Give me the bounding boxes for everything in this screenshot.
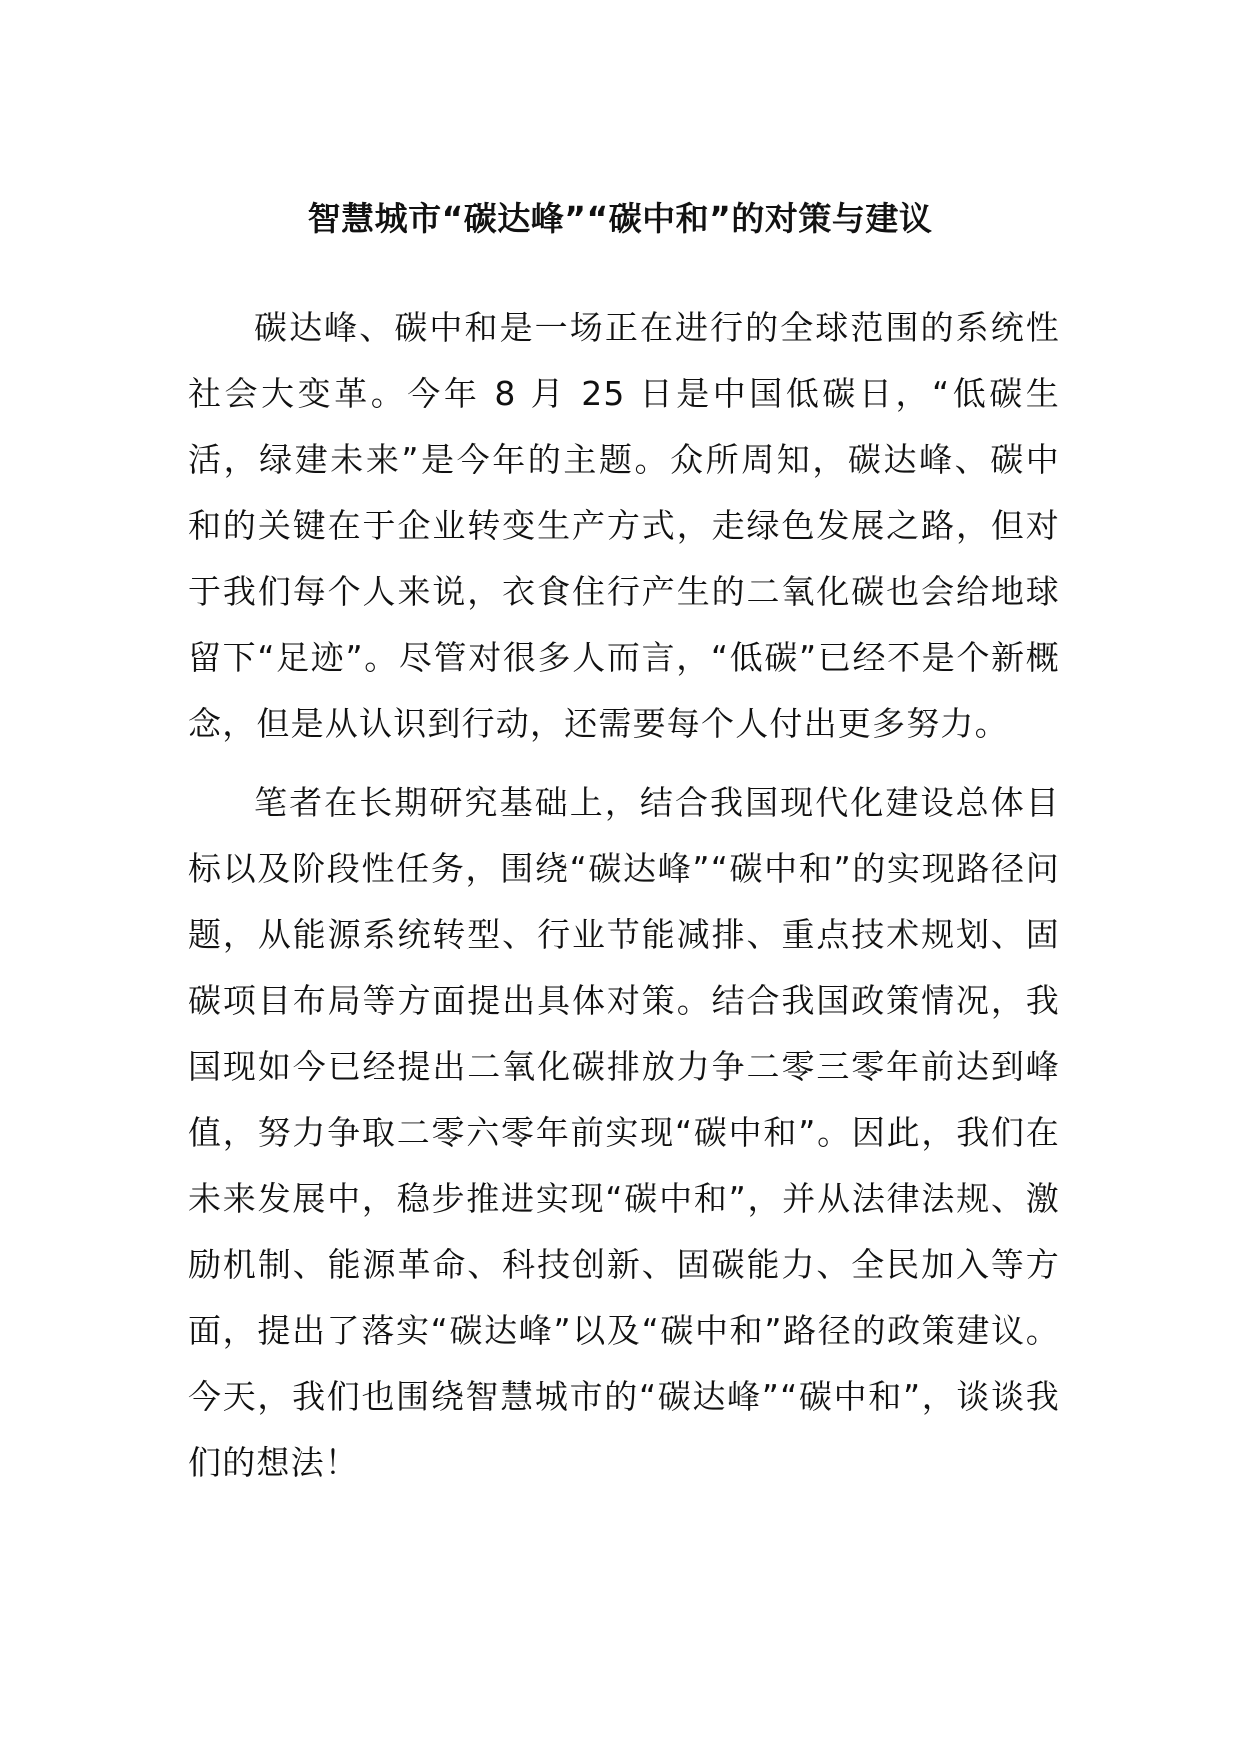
document-title: 智慧城市“碳达峰”“碳中和”的对策与建议 <box>307 199 933 238</box>
paragraph-intro: 碳达峰、碳中和是一场正在进行的全球范围的系统性社会大变革。今年 8 月 25 日是中国低碳日，“低碳生活，绿建未来”是今年的主题。众所周知，碳达峰、碳中和的关键在于企业转变生产方式，走绿色发展之路，但对于我们每个人来说，衣食住行产生的二氧化碳也会给地球留下“足迹”。尽管对很多人而言，“低碳”已经不是个新概念，但是从认识到行动，还需要每个人付出更多努力。 <box>188 308 1060 743</box>
paragraph-policy: 笔者在长期研究基础上，结合我国现代化建设总体目标以及阶段性任务，围绕“碳达峰”“碳中和”的实现路径问题，从能源系统转型、行业节能减排、重点技术规划、固碳项目布局等方面提出具体对策。结合我国政策情况，我国现如今已经提出二氧化碳排放力争二零三零年前达到峰值，努力争取二零六零年前实现“碳中和”。因此，我们在未来发展中，稳步推进实现“碳中和”，并从法律法规、激励机制、能源革命、科技创新、固碳能力、全民加入等方面，提出了落实“碳达峰”以及“碳中和”路径的政策建议。今天，我们也围绕智慧城市的“碳达峰”“碳中和”，谈谈我们的想法！ <box>188 783 1060 1482</box>
